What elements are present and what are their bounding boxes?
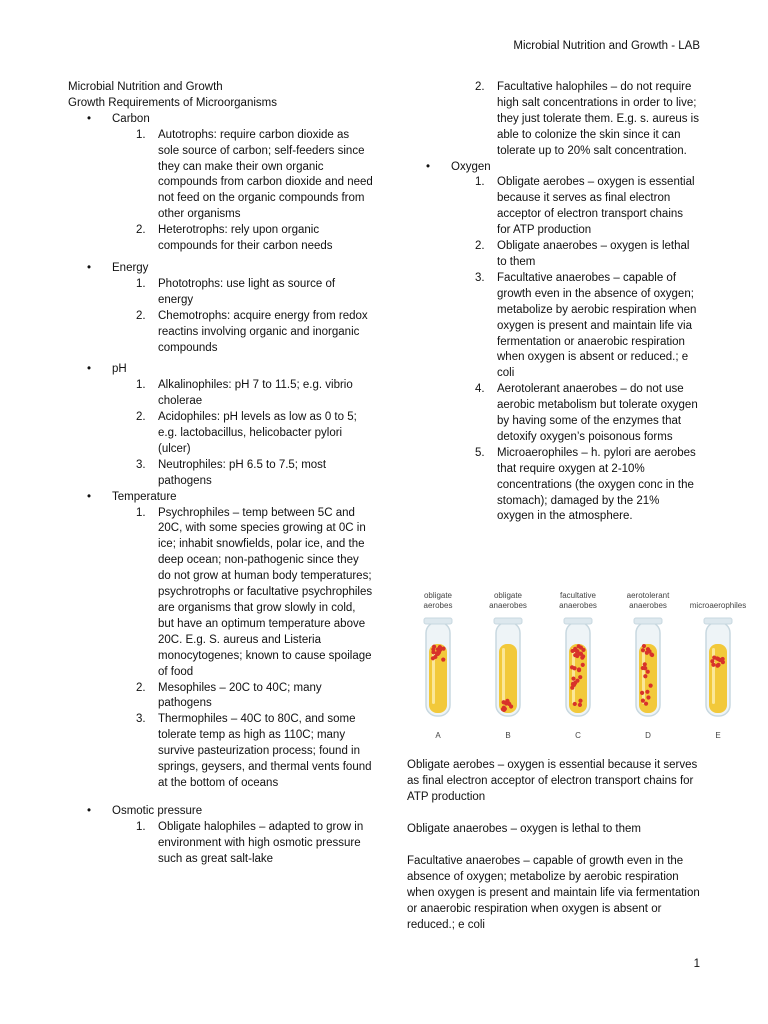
growth-medium [709, 644, 727, 713]
bacteria-colony [641, 699, 645, 703]
item-number: 2. [475, 81, 485, 93]
list-item [68, 309, 373, 357]
item-text: Obligate anaerobes – oxygen is lethal to them [497, 240, 690, 268]
tube-label: obligate [423, 591, 453, 600]
item-number: 2. [136, 411, 146, 424]
list-item [68, 712, 373, 792]
tube-label: obligate [493, 591, 523, 600]
bacteria-colony [715, 664, 719, 668]
section-title: Osmotic pressure [112, 804, 203, 817]
bacteria-colony [509, 704, 513, 708]
tube-label: aerobes [423, 601, 453, 610]
tube-letter: C [575, 731, 581, 740]
paragraph-facultative-anaerobes: Facultative anaerobes – capable of growth even in the absence of oxygen; metabolize by aerobic respiration when oxygen is present and maintain life via fermentation or anaerobic respiration when oxygen is absent or reduced.; e coli [407, 855, 700, 931]
bacteria-colony [645, 651, 649, 655]
list-item [68, 128, 373, 223]
list-item [407, 446, 699, 526]
right-column [407, 80, 707, 525]
item-number: 2. [475, 240, 485, 253]
tube-lip [634, 618, 662, 624]
tube-lip [564, 618, 592, 624]
bacteria-colony [643, 674, 647, 678]
list-item [68, 223, 373, 255]
bacteria-colony [643, 662, 647, 666]
bacteria-colony [579, 652, 583, 656]
paragraph-obligate-anaerobes: Obligate anaerobes – oxygen is lethal to them [407, 823, 641, 835]
item-number: 2. [136, 309, 146, 322]
item-text: Alkalinophiles: pH 7 to 11.5; e.g. vibrio cholerae [158, 379, 353, 408]
oxygen-tubes-figure [405, 588, 760, 748]
tube-letter: D [645, 731, 651, 740]
tube-lip [494, 618, 522, 624]
section-title: pH [112, 363, 127, 376]
tube-lip [424, 618, 452, 624]
item-number: 4. [475, 383, 485, 396]
item-number: 5. [475, 446, 485, 459]
item-text: Acidophiles: pH levels as low as 0 to 5; e.g. lactobacillus, helicobacter pylori (ulcer) [158, 411, 357, 455]
item-text: Psychrophiles – temp between 5C and 20C, with some species growing at 0C in ice; inhabit snowfields, polar ice, and the deep ocean; non-pathogenic since they do not grow at human body temperatures; psychrotrophs or facultative psychrophiles are organisms that grow slowly in cold, but have an optimum temperature above 20C. E.g. S. aureus and Listeria monocytogenes; known to cause spoilage of food [158, 506, 373, 678]
section-energy [68, 261, 373, 277]
item-text: Heterotrophs: rely upon organic compounds for their carbon needs [158, 224, 333, 253]
page-subtitle: Growth Requirements of Microorganisms [68, 96, 277, 109]
tube-label: aerotolerant [626, 591, 670, 600]
bacteria-colony [646, 670, 650, 674]
item-text: Mesophiles – 20C to 40C; many pathogens [158, 681, 322, 710]
tube-label: anaerobes [629, 601, 667, 610]
bacteria-colony [502, 700, 506, 704]
item-text: Obligate halophiles – adapted to grow in environment with high osmotic pressure such as great salt-lake [158, 820, 364, 865]
list-item [68, 458, 373, 490]
bacteria-colony [431, 650, 435, 654]
item-text: Obligate aerobes – oxygen is essential because it serves as final electron acceptor of electron transport chains for ATP production [497, 176, 695, 237]
tube-label: facultative [559, 591, 597, 600]
page-title: Microbial Nutrition and Growth [68, 81, 223, 93]
section-title: Oxygen [451, 160, 491, 173]
bacteria-colony [641, 648, 645, 652]
bacteria-colony [578, 675, 582, 679]
tube-lip [704, 618, 732, 624]
bacteria-colony [505, 699, 509, 703]
item-number: 1. [475, 176, 485, 189]
bacteria-colony [640, 691, 644, 695]
page-header: Microbial Nutrition and Growth - LAB [513, 40, 700, 52]
list-item [68, 506, 373, 681]
item-text: Facultative halophiles – do not require high salt concentrations in order to live; they just tolerate them. E.g. s. aureus is able to colonize the skin since it can tolerate up to 20% salt concentration. [497, 81, 699, 157]
list-item [68, 681, 373, 713]
item-number: 3. [475, 271, 485, 284]
bacteria-colony [642, 644, 646, 648]
section-temperature [68, 490, 373, 506]
left-column [68, 80, 373, 868]
bacteria-colony [643, 666, 647, 670]
section-carbon [68, 112, 373, 128]
bacteria-colony [441, 657, 445, 661]
list-item [68, 378, 373, 410]
tube-letter: A [435, 731, 441, 740]
bullet-icon: • [87, 112, 92, 125]
item-text: Thermophiles – 40C to 80C, and some tolerate temp as high as 110C; many survive pasteurization process; found in springs, geysers, and thermal vents found at the bottom of oceans [158, 713, 372, 789]
list-item [68, 820, 373, 868]
bacteria-colony [711, 663, 715, 667]
item-number: 1. [136, 128, 146, 141]
bacteria-colony [577, 668, 581, 672]
bacteria-colony [571, 677, 575, 681]
item-text: Aerotolerant anaerobes – do not use aerobic metabolism but tolerate oxygen by having some of the enzymes that detoxify oxygen’s poisonous forms [497, 383, 698, 443]
item-number: 2. [136, 681, 146, 694]
item-number: 1. [136, 277, 146, 290]
bacteria-colony [645, 690, 649, 694]
item-text: Phototrophs: use light as source of energy [158, 277, 336, 306]
bullet-icon: • [87, 490, 92, 503]
list-item [407, 175, 699, 239]
bacteria-colony [432, 645, 436, 649]
bacteria-colony [574, 648, 578, 652]
item-number: 1. [136, 820, 146, 833]
bullet-icon: • [426, 160, 431, 173]
bacteria-colony [571, 682, 575, 686]
page-number: 1 [693, 958, 700, 970]
bacteria-colony [710, 659, 714, 663]
tube-label: anaerobes [559, 601, 597, 610]
list-item [407, 239, 699, 271]
item-number: 1. [136, 506, 146, 519]
bacteria-colony [577, 644, 581, 648]
item-text: Neutrophiles: pH 6.5 to 7.5; most pathogens [158, 458, 327, 487]
bacteria-colony [721, 657, 725, 661]
bacteria-colony [644, 702, 648, 706]
paragraph-obligate-aerobes: Obligate aerobes – oxygen is essential because it serves as final electron acceptor of electron transport chains for ATP production [407, 759, 698, 803]
item-text: Autotrophs: require carbon dioxide as sole source of carbon; self-feeders since they can make their own organic compounds from carbon dioxide and need not feed on the organic compounds from other organisms [158, 128, 373, 221]
bacteria-colony [573, 653, 577, 657]
bacteria-colony [581, 663, 585, 667]
section-title: Energy [112, 261, 149, 274]
tube-highlight [502, 648, 505, 704]
bacteria-colony [578, 699, 582, 703]
section-title: Carbon [112, 112, 150, 125]
bacteria-colony [503, 707, 507, 711]
item-text: Facultative anaerobes – capable of growth even in the absence of oxygen; metabolize by aerobic respiration when oxygen is present and maintain life via fermentation or anaerobic respiration when oxygen is absent or reduced.; e coli [497, 271, 697, 380]
section-oxygen [407, 160, 707, 176]
bullet-icon: • [87, 804, 92, 817]
bacteria-colony [435, 652, 439, 656]
item-number: 3. [136, 458, 146, 471]
item-text: Microaerophiles – h. pylori are aerobes that require oxygen at 2-10% concentrations (the oxygen conc in the stomach); damaged by the 21% oxygen in the atmosphere. [497, 446, 696, 523]
list-item [68, 410, 373, 458]
bacteria-colony [438, 648, 442, 652]
list-item [407, 271, 699, 382]
section-osmotic-pressure [68, 804, 373, 820]
list-item [407, 80, 699, 160]
section-ph [68, 362, 373, 378]
bullet-icon: • [87, 363, 92, 376]
bacteria-colony [649, 684, 653, 688]
bacteria-colony [573, 702, 577, 706]
bacteria-colony [646, 695, 650, 699]
item-number: 3. [136, 713, 146, 726]
tube-label: microaerophiles [689, 601, 747, 610]
bacteria-colony [575, 679, 579, 683]
list-item [68, 277, 373, 309]
tube-label: anaerobes [489, 601, 527, 610]
list-item [407, 382, 699, 446]
section-title: Temperature [112, 490, 177, 503]
bullet-icon: • [87, 261, 92, 274]
bacteria-colony [570, 665, 574, 669]
item-number: 1. [136, 379, 146, 392]
item-number: 2. [136, 224, 146, 237]
tube-letter: E [715, 731, 721, 740]
bacteria-colony [578, 703, 582, 707]
item-text: Chemotrophs: acquire energy from redox reactins involving organic and inorganic compounds [158, 309, 368, 354]
tube-letter: B [505, 731, 511, 740]
